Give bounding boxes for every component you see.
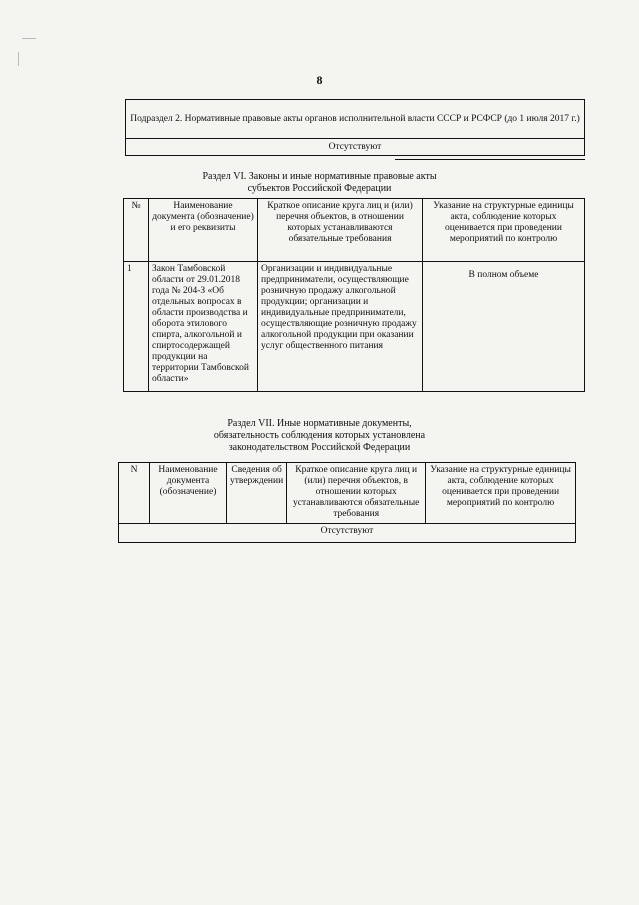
header-units: Указание на структурные единицы акта, соблюдение которых оценивается при проведении мероприятий по контролю <box>426 463 576 524</box>
section6-header-row <box>124 199 585 262</box>
section6-table <box>123 198 585 392</box>
row-units: В полном объеме <box>423 262 585 392</box>
divider <box>395 159 585 160</box>
row-name: Закон Тамбовской области от 29.01.2018 года № 204-З «Об отдельных вопросах в области производства и оборота этилового спирта, алкогольной и спиртосодержащей продукции на территории Тамбовской области» <box>149 262 258 392</box>
section6-title <box>0 171 639 195</box>
subsection2-title: Подраздел 2. Нормативные правовые акты органов исполнительной власти СССР и РСФСР (до 1 июля 2017 г.) <box>126 100 585 139</box>
scan-mark <box>18 52 19 66</box>
section6-title-line: субъектов Российской Федерации <box>247 183 392 194</box>
row-number: 1 <box>124 262 149 392</box>
header-description: Краткое описание круга лиц и (или) перечня объектов, в отношении которых устанавливаются обязательные требования <box>258 199 423 262</box>
row-description: Организации и индивидуальные предприниматели, осуществляющие розничную продажу алкогольной продукции; организации и индивидуальные предприниматели, осуществляющие розничную продажу алкогольной продукции при оказании услуг общественного питания <box>258 262 423 392</box>
subsection2-table <box>125 99 585 156</box>
scan-mark <box>22 38 36 39</box>
page-number: 8 <box>316 73 323 87</box>
header-name: Наименование документа (обозначение) и его реквизиты <box>149 199 258 262</box>
section7-title-line: обязательность соблюдения которых установлена <box>213 430 426 441</box>
section7-status: Отсутствуют <box>119 524 576 543</box>
section6-title-line: Раздел VI. Законы и иные нормативные правовые акты <box>202 171 437 182</box>
section7-title-line: законодательством Российской Федерации <box>228 442 411 453</box>
header-name: Наименование документа (обозначение) <box>150 463 227 524</box>
table-row <box>124 262 585 392</box>
section7-header-row <box>119 463 576 524</box>
section7-table <box>118 462 576 543</box>
section7-title-line: Раздел VII. Иные нормативные документы, <box>227 418 412 429</box>
subsection2-status: Отсутствуют <box>126 139 585 156</box>
header-units: Указание на структурные единицы акта, соблюдение которых оценивается при проведении мероприятий по контролю <box>423 199 585 262</box>
table-row <box>119 524 576 543</box>
header-n: N <box>119 463 150 524</box>
header-description: Краткое описание круга лиц и (или) перечня объектов, в отношении которых устанавливаются обязательные требования <box>287 463 426 524</box>
section7-title <box>0 418 639 454</box>
header-number: № <box>124 199 149 262</box>
header-approval: Сведения об утверждении <box>227 463 287 524</box>
